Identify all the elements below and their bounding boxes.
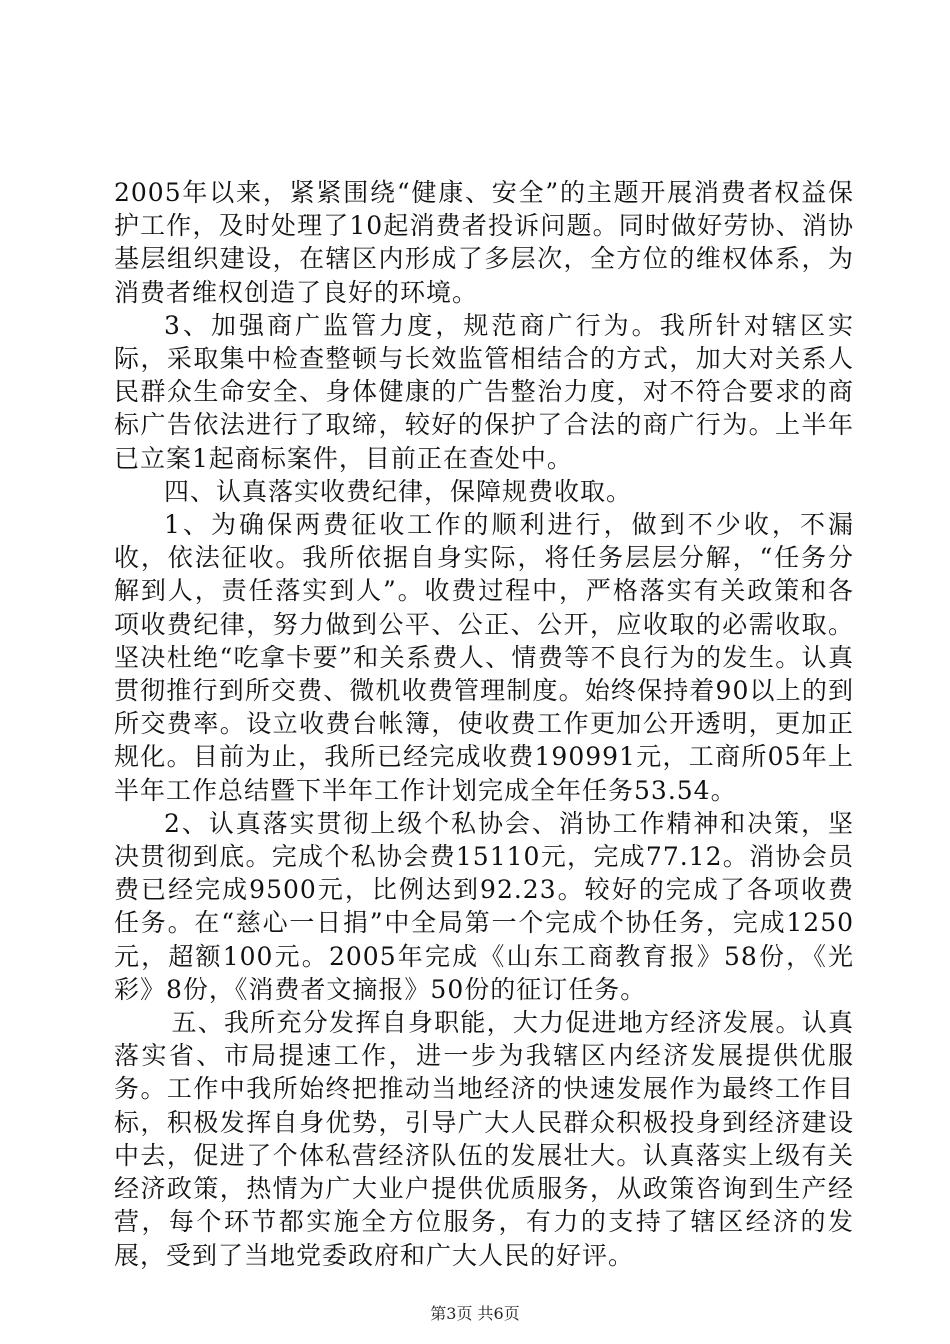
paragraph-trademark-advertising: 3、加强商广监管力度，规范商广行为。我所针对辖区实际，采取集中检查整顿与长效监管相结合的方式，加大对关系人民群众生命安全、身体健康的广告整治力度，对不符合要求的商标广告依法进行了取缔，较好的保护了合法的商广行为。上半年已立案1起商标案件，目前正在查处中。 [114, 310, 854, 473]
paragraph-association-fees: 2、认真落实贯彻上级个私协会、消协工作精神和决策，坚决贯彻到底。完成个私协会费15110元，完成77.12。消协会员费已经完成9500元，比例达到92.23。较好的完成了各项收费任务。在“慈心一日捐”中全局第一个完成个协任务，完成1250元，超额100元。2005年完成《山东工商教育报》58份，《光彩》8份，《消费者文摘报》50份的征订任务。 [114, 808, 854, 1004]
document-body [114, 176, 854, 1272]
paragraph-fee-collection: 1、为确保两费征收工作的顺利进行，做到不少收，不漏收，依法征收。我所依据自身实际，将任务层层分解，“任务分解到人，责任落实到人”。收费过程中，严格落实有关政策和各项收费纪律，努力做到公平、公正、公开，应收取的必需收取。坚决杜绝“吃拿卡要”和关系费人、情费等不良行为的发生。认真贯彻推行到所交费、微机收费管理制度。始终保持着90以上的到所交费率。设立收费台帐簿，使收费工作更加公开透明，更加正规化。目前为止，我所已经完成收费190991元，工商所05年上半年工作总结暨下半年工作计划完成全年任务53.54。 [114, 510, 854, 805]
paragraph-consumer-rights: 2005年以来，紧紧围绕“健康、安全”的主题开展消费者权益保护工作，及时处理了10起消费者投诉问题。同时做好劳协、消协基层组织建设，在辖区内形成了多层次，全方位的维权体系，为消费者维权创造了良好的环境。 [114, 178, 854, 307]
page-number-footer: 第3页 共6页 [430, 1304, 520, 1323]
paragraph-economic-development: 五、我所充分发挥自身职能，大力促进地方经济发展。认真落实省、市局提速工作，进一步为我辖区内经济发展提供优服务。工作中我所始终把推动当地经济的快速发展作为最终工作目标，积极发挥自身优势，引导广大人民群众积极投身到经济建设中去，促进了个体私营经济队伍的发展壮大。认真落实上级有关经济政策，热情为广大业户提供优质服务，从政策咨询到生产经营，每个环节都实施全方位服务，有力的支持了辖区经济的发展，受到了当地党委政府和广大人民的好评。 [114, 1008, 854, 1270]
section-heading-fee-collection: 四、认真落实收费纪律，保障规费收取。 [164, 476, 633, 506]
